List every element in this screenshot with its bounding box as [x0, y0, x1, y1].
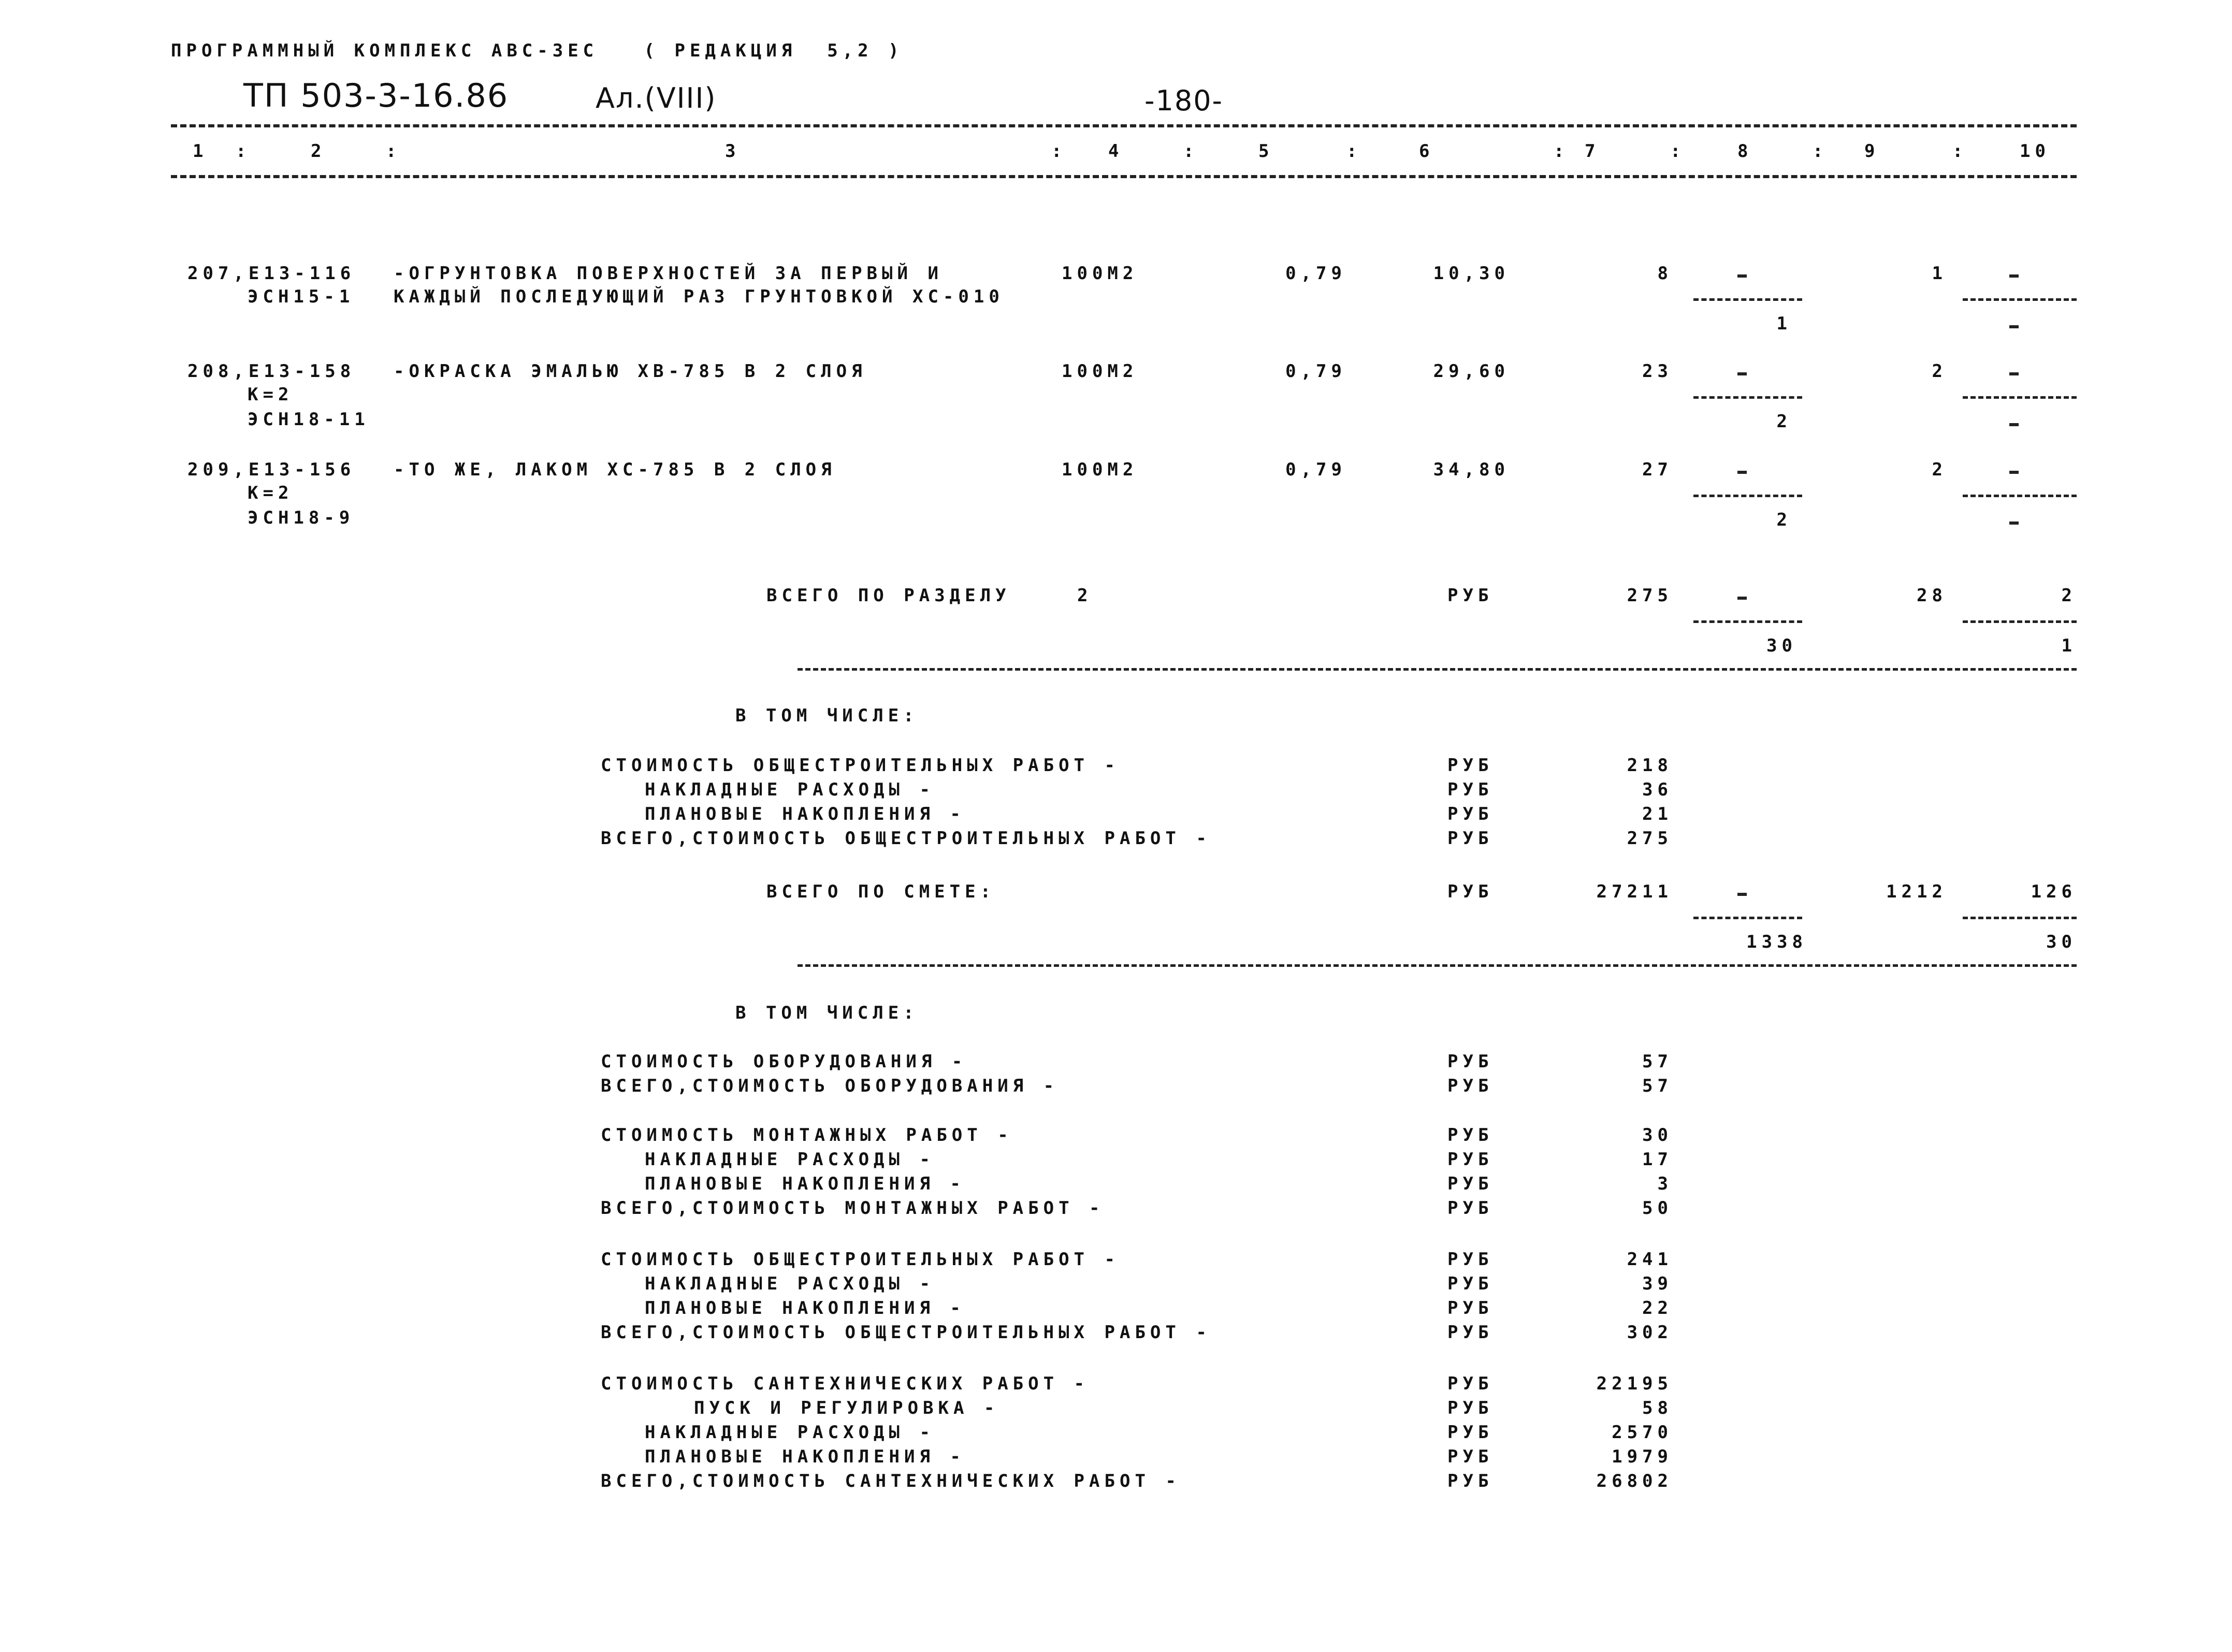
entry-col10-dash-bottom	[2009, 325, 2019, 328]
estimate-breakdown-unit: РУБ	[1447, 1471, 1494, 1491]
estimate-breakdown-unit: РУБ	[1447, 1173, 1494, 1194]
header-rule-bottom	[171, 175, 2077, 178]
estimate-breakdown-value: 57	[1642, 1051, 1673, 1072]
estimate-total-col8-bottom: 1338	[1746, 932, 1807, 952]
estimate-breakdown-unit: РУБ	[1447, 1446, 1494, 1467]
entry-quantity: 0,79	[1285, 263, 1346, 284]
estimate-total-value: 27211	[1596, 881, 1673, 902]
estimate-breakdown-label: ВСЕГО,СТОИМОСТЬ ОБОРУДОВАНИЯ -	[601, 1076, 1059, 1096]
column-header-5: 5	[1258, 141, 1274, 162]
including-label: В ТОМ ЧИСЛЕ:	[735, 705, 919, 726]
entry-total: 8	[1657, 263, 1673, 284]
album-number: Ал.(VIII)	[596, 82, 717, 114]
entry-col8-divider	[1693, 495, 1802, 497]
entry-unit: 100М2	[1062, 263, 1138, 284]
entry-code: К=2	[248, 384, 294, 405]
estimate-breakdown-value: 22195	[1596, 1373, 1673, 1394]
column-header-10: 10	[2020, 141, 2050, 162]
estimate-breakdown-unit: РУБ	[1447, 1125, 1494, 1146]
entry-col8-bottom: 2	[1776, 411, 1792, 432]
column-separator: :	[236, 141, 251, 162]
estimate-total-col10-top: 126	[2031, 881, 2077, 902]
entry-col10-dash	[2009, 274, 2019, 278]
column-header-8: 8	[1737, 141, 1753, 162]
entry-col10-dash	[2009, 471, 2019, 474]
estimate-breakdown-value: 1979	[1612, 1446, 1673, 1467]
column-separator: :	[1051, 141, 1067, 162]
page-number: -180-	[1144, 84, 1224, 117]
entry-total: 27	[1642, 459, 1673, 480]
column-header-9: 9	[1864, 141, 1880, 162]
column-header-2: 2	[311, 141, 326, 162]
entry-number: 208,Е13-158	[187, 361, 356, 382]
breakdown-value: 36	[1642, 779, 1673, 800]
estimate-breakdown-unit: РУБ	[1447, 1398, 1494, 1418]
estimate-breakdown-label: ПЛАНОВЫЕ НАКОПЛЕНИЯ -	[645, 1173, 965, 1194]
breakdown-label: ПЛАНОВЫЕ НАКОПЛЕНИЯ -	[645, 804, 965, 824]
estimate-breakdown-value: 57	[1642, 1076, 1673, 1096]
estimate-breakdown-value: 58	[1642, 1398, 1673, 1418]
column-separator: :	[1183, 141, 1199, 162]
breakdown-label: ВСЕГО,СТОИМОСТЬ ОБЩЕСТРОИТЕЛЬНЫХ РАБОТ -	[601, 828, 1211, 849]
entry-code: ЭСН15-1	[248, 286, 355, 307]
estimate-breakdown-value: 50	[1642, 1198, 1673, 1219]
estimate-breakdown-unit: РУБ	[1447, 1051, 1494, 1072]
estimate-breakdown-unit: РУБ	[1447, 1198, 1494, 1219]
document-code: ТП 503-3-16.86	[243, 77, 509, 114]
entry-col8-divider	[1693, 298, 1802, 301]
entry-col9: 2	[1932, 361, 1947, 382]
column-header-6: 6	[1419, 141, 1434, 162]
estimate-breakdown-value: 39	[1642, 1273, 1673, 1294]
breakdown-value: 218	[1627, 755, 1673, 776]
entry-quantity: 0,79	[1285, 459, 1346, 480]
breakdown-label: НАКЛАДНЫЕ РАСХОДЫ -	[645, 779, 935, 800]
entry-code: ЭСН18-9	[248, 508, 355, 528]
estimate-breakdown-value: 30	[1642, 1125, 1673, 1146]
estimate-total-unit: РУБ	[1447, 881, 1494, 902]
breakdown-unit: РУБ	[1447, 755, 1494, 776]
entry-code: ЭСН18-11	[248, 409, 370, 430]
entry-number: 209,Е13-156	[187, 459, 356, 480]
entry-description: КАЖДЫЙ ПОСЛЕДУЮЩИЙ РАЗ ГРУНТОВКОЙ ХС-010	[394, 286, 1004, 307]
estimate-total-label: ВСЕГО ПО СМЕТЕ:	[766, 881, 996, 902]
entry-col9: 1	[1932, 263, 1947, 284]
entry-description: -ОКРАСКА ЭМАЛЬЮ ХВ-785 В 2 СЛОЯ	[394, 361, 867, 382]
estimate-breakdown-label: СТОИМОСТЬ МОНТАЖНЫХ РАБОТ -	[601, 1125, 1013, 1146]
entry-col8-bottom: 1	[1776, 313, 1792, 334]
section-total-col10-top: 2	[2061, 585, 2077, 606]
estimate-breakdown-label: СТОИМОСТЬ САНТЕХНИЧЕСКИХ РАБОТ -	[601, 1373, 1090, 1394]
entry-col10-dash	[2009, 372, 2019, 375]
program-header: ПРОГРАММНЫЙ КОМПЛЕКС АВС-ЗЕС ( РЕДАКЦИЯ 5,2 )	[171, 40, 904, 61]
breakdown-unit: РУБ	[1447, 779, 1494, 800]
entry-unit: 100М2	[1062, 459, 1138, 480]
estimate-breakdown-unit: РУБ	[1447, 1322, 1494, 1343]
section-total-col8-divider	[1693, 620, 1802, 623]
entry-quantity: 0,79	[1285, 361, 1346, 382]
column-separator: :	[386, 141, 401, 162]
entry-col8-bottom: 2	[1776, 510, 1792, 530]
breakdown-value: 275	[1627, 828, 1673, 849]
estimate-breakdown-label: ВСЕГО,СТОИМОСТЬ САНТЕХНИЧЕСКИХ РАБОТ -	[601, 1471, 1181, 1491]
breakdown-value: 21	[1642, 804, 1673, 824]
estimate-breakdown-unit: РУБ	[1447, 1249, 1494, 1270]
section-total-col10-divider	[1963, 620, 2077, 623]
estimate-total-rule	[798, 964, 2077, 967]
entry-col10-divider	[1963, 495, 2077, 497]
entry-total: 23	[1642, 361, 1673, 382]
entry-code: К=2	[248, 483, 294, 503]
entry-unit: 100М2	[1062, 361, 1138, 382]
column-header-7: 7	[1585, 141, 1600, 162]
estimate-total-col10-divider	[1963, 917, 2077, 919]
header-rule-top	[171, 124, 2077, 127]
section-total-col10-bottom: 1	[2061, 635, 2077, 656]
column-header-4: 4	[1108, 141, 1124, 162]
estimate-breakdown-label: СТОИМОСТЬ ОБОРУДОВАНИЯ -	[601, 1051, 967, 1072]
estimate-breakdown-label: ПЛАНОВЫЕ НАКОПЛЕНИЯ -	[645, 1298, 965, 1318]
entry-col9: 2	[1932, 459, 1947, 480]
estimate-breakdown-label: ПЛАНОВЫЕ НАКОПЛЕНИЯ -	[645, 1446, 965, 1467]
breakdown-unit: РУБ	[1447, 828, 1494, 849]
estimate-breakdown-unit: РУБ	[1447, 1298, 1494, 1318]
estimate-breakdown-label: НАКЛАДНЫЕ РАСХОДЫ -	[645, 1422, 935, 1443]
entry-number: 207,Е13-116	[187, 263, 356, 284]
estimate-breakdown-label: ВСЕГО,СТОИМОСТЬ ОБЩЕСТРОИТЕЛЬНЫХ РАБОТ -	[601, 1322, 1211, 1343]
entry-col10-dash-bottom	[2009, 521, 2019, 525]
entry-col10-divider	[1963, 298, 2077, 301]
breakdown-label: СТОИМОСТЬ ОБЩЕСТРОИТЕЛЬНЫХ РАБОТ -	[601, 755, 1120, 776]
column-separator: :	[1670, 141, 1686, 162]
column-header-3: 3	[725, 141, 741, 162]
estimate-total-col9: 1212	[1886, 881, 1947, 902]
entry-price: 34,80	[1433, 459, 1510, 480]
column-header-1: 1	[193, 141, 208, 162]
entry-price: 29,60	[1433, 361, 1510, 382]
estimate-breakdown-unit: РУБ	[1447, 1149, 1494, 1170]
estimate-breakdown-value: 241	[1627, 1249, 1673, 1270]
estimate-breakdown-value: 2570	[1612, 1422, 1673, 1443]
entry-col8-divider	[1693, 396, 1802, 399]
estimate-breakdown-value: 17	[1642, 1149, 1673, 1170]
section-total-section: 2	[1077, 585, 1093, 606]
estimate-breakdown-value: 22	[1642, 1298, 1673, 1318]
section-total-rule	[798, 668, 2077, 671]
column-separator: :	[1813, 141, 1828, 162]
column-separator: :	[1346, 141, 1362, 162]
column-separator: :	[1952, 141, 1968, 162]
section-total-col8-bottom: 30	[1766, 635, 1797, 656]
section-total-col9: 28	[1917, 585, 1947, 606]
section-total-label: ВСЕГО ПО РАЗДЕЛУ	[766, 585, 1011, 606]
estimate-breakdown-unit: РУБ	[1447, 1273, 1494, 1294]
section-total-value: 275	[1627, 585, 1673, 606]
estimate-breakdown-label: ВСЕГО,СТОИМОСТЬ МОНТАЖНЫХ РАБОТ -	[601, 1198, 1105, 1219]
entry-col10-divider	[1963, 396, 2077, 399]
estimate-total-col8-divider	[1693, 917, 1802, 919]
including-label: В ТОМ ЧИСЛЕ:	[735, 1003, 919, 1023]
estimate-breakdown-label: ПУСК И РЕГУЛИРОВКА -	[694, 1398, 999, 1418]
estimate-total-col10-bottom: 30	[2046, 932, 2077, 952]
estimate-breakdown-label: СТОИМОСТЬ ОБЩЕСТРОИТЕЛЬНЫХ РАБОТ -	[601, 1249, 1120, 1270]
estimate-breakdown-label: НАКЛАДНЫЕ РАСХОДЫ -	[645, 1273, 935, 1294]
estimate-breakdown-unit: РУБ	[1447, 1076, 1494, 1096]
entry-col10-dash-bottom	[2009, 423, 2019, 426]
estimate-breakdown-unit: РУБ	[1447, 1373, 1494, 1394]
estimate-breakdown-value: 3	[1657, 1173, 1673, 1194]
entry-description: -ОГРУНТОВКА ПОВЕРХНОСТЕЙ ЗА ПЕРВЫЙ И	[394, 263, 943, 284]
entry-description: -ТО ЖЕ, ЛАКОМ ХС-785 В 2 СЛОЯ	[394, 459, 836, 480]
estimate-breakdown-unit: РУБ	[1447, 1422, 1494, 1443]
section-total-unit: РУБ	[1447, 585, 1494, 606]
estimate-breakdown-value: 26802	[1596, 1471, 1673, 1491]
breakdown-unit: РУБ	[1447, 804, 1494, 824]
entry-price: 10,30	[1433, 263, 1510, 284]
estimate-breakdown-value: 302	[1627, 1322, 1673, 1343]
column-separator: :	[1554, 141, 1569, 162]
estimate-breakdown-label: НАКЛАДНЫЕ РАСХОДЫ -	[645, 1149, 935, 1170]
